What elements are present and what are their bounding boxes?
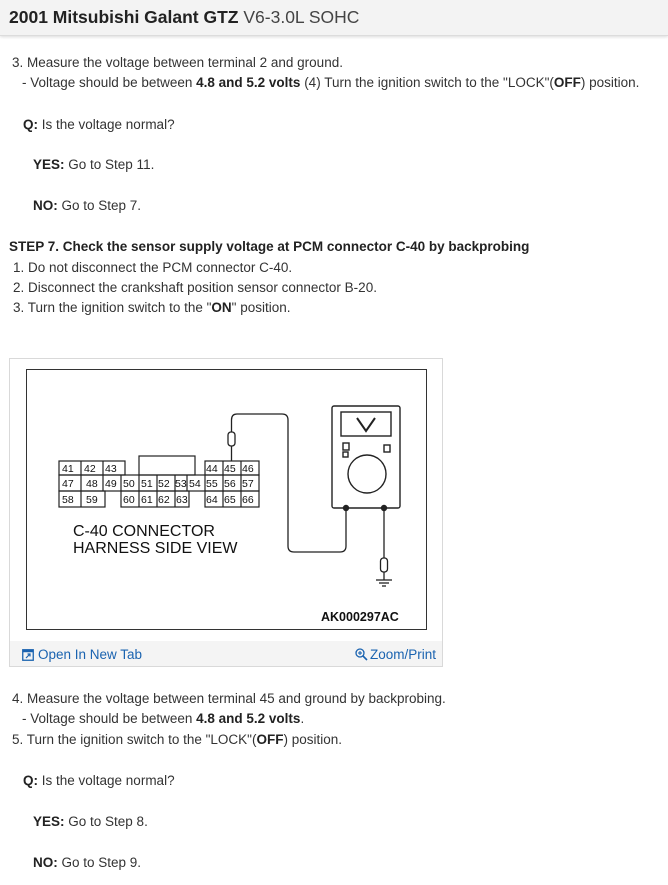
pin-41: 41 (62, 463, 74, 475)
open-tab-label: Open In New Tab (38, 647, 143, 662)
answer-yes-2 (33, 813, 148, 831)
step7-item-1: 1. Do not disconnect the PCM connector C-40. (13, 260, 293, 275)
answer-yes-1 (33, 156, 154, 174)
spec2-suffix: . (300, 711, 305, 726)
pin-66: 66 (242, 494, 254, 506)
step7-heading-text: STEP 7. Check the sensor supply voltage at PCM connector C-40 by backprobing (9, 239, 530, 254)
zoom-print-link[interactable] (355, 647, 436, 662)
wiring-diagram (26, 369, 427, 630)
step7-heading (9, 238, 529, 256)
pin-42: 42 (84, 463, 96, 475)
question-1 (23, 116, 175, 134)
yes2-label: YES: (33, 814, 65, 829)
ground-lead (376, 508, 392, 586)
pin-64: 64 (206, 494, 218, 506)
open-in-new-tab-link[interactable] (22, 647, 142, 662)
question-2 (23, 772, 175, 790)
no-text: Go to Step 7. (57, 198, 142, 213)
yes-text: Go to Step 11. (64, 157, 155, 172)
pin-47: 47 (62, 478, 74, 490)
zoom-icon (355, 648, 368, 661)
page-header (0, 0, 668, 36)
pin-61: 61 (141, 494, 153, 506)
step7-item-3 (13, 299, 290, 317)
no2-label: NO: (33, 855, 58, 870)
q-label: Q: (23, 117, 38, 132)
no-label: NO: (33, 198, 58, 213)
pin-62: 62 (158, 494, 170, 506)
pin-58: 58 (62, 494, 74, 506)
spec2-value: 4.8 and 5.2 volts (196, 711, 301, 726)
q2-text: Is the voltage normal? (38, 773, 175, 788)
step7-item-2: 2. Disconnect the crankshaft position sensor connector B-20. (13, 280, 377, 295)
pin-49: 49 (105, 478, 117, 490)
caption-line-1: C-40 CONNECTOR (73, 523, 215, 540)
pin-59: 59 (86, 494, 98, 506)
page-title (9, 7, 359, 28)
step4-text: 4. Measure the voltage between terminal 45 and ground by backprobing. (12, 691, 446, 706)
vehicle-name: 2001 Mitsubishi Galant GTZ (9, 7, 239, 27)
spec-prefix: - Voltage should be between (22, 75, 197, 90)
zoom-label: Zoom/Print (369, 647, 436, 662)
spec-suffix: ) position. (580, 75, 640, 90)
item3-prefix: 3. Turn the ignition switch to the " (13, 300, 212, 315)
open-tab-icon (22, 649, 34, 661)
answer-no-1 (33, 197, 141, 215)
item3-suffix: " position. (231, 300, 291, 315)
spec-value: 4.8 and 5.2 volts (196, 75, 301, 90)
figure-code: AK000297AC (321, 610, 399, 624)
yes2-text: Go to Step 8. (64, 814, 148, 829)
pin-45: 45 (224, 463, 236, 475)
pin-55: 55 (206, 478, 218, 490)
yes-label: YES: (33, 157, 65, 172)
q-text: Is the voltage normal? (38, 117, 175, 132)
spec2-prefix: - Voltage should be between (22, 711, 197, 726)
step5-off: OFF (256, 732, 284, 747)
pin-52: 52 (158, 478, 170, 490)
pin-51: 51 (141, 478, 153, 490)
spec-mid: (4) Turn the ignition switch to the "LOCK"( (300, 75, 554, 90)
figure-footer (10, 641, 442, 666)
pin-65: 65 (224, 494, 236, 506)
step3-voltage-spec (22, 74, 639, 92)
step5-suffix: ) position. (283, 732, 342, 747)
voltmeter (332, 406, 400, 511)
pin-43: 43 (105, 463, 117, 475)
no2-text: Go to Step 9. (57, 855, 142, 870)
pin-63: 63 (176, 494, 188, 506)
step4-voltage-spec (22, 710, 304, 728)
caption-line-2: HARNESS SIDE VIEW (73, 540, 238, 557)
pin-53: 53 (175, 478, 187, 490)
figure-container (9, 358, 443, 667)
pin-48: 48 (86, 478, 98, 490)
q2-label: Q: (23, 773, 38, 788)
pin-56: 56 (224, 478, 236, 490)
pin-54: 54 (189, 478, 201, 490)
pin-60: 60 (123, 494, 135, 506)
item3-on: ON (211, 300, 232, 315)
pin-46: 46 (242, 463, 254, 475)
engine-label: V6-3.0L SOHC (243, 7, 360, 27)
step5-text (12, 731, 342, 749)
connector-diagram-svg (27, 370, 425, 628)
spec-off: OFF (553, 75, 581, 90)
step3-text: 3. Measure the voltage between terminal 2 and ground. (12, 55, 343, 70)
answer-no-2 (33, 854, 141, 872)
pin-57: 57 (242, 478, 254, 490)
step5-prefix: 5. Turn the ignition switch to the "LOCK"( (12, 732, 257, 747)
pin-44: 44 (206, 463, 218, 475)
pin-50: 50 (123, 478, 135, 490)
